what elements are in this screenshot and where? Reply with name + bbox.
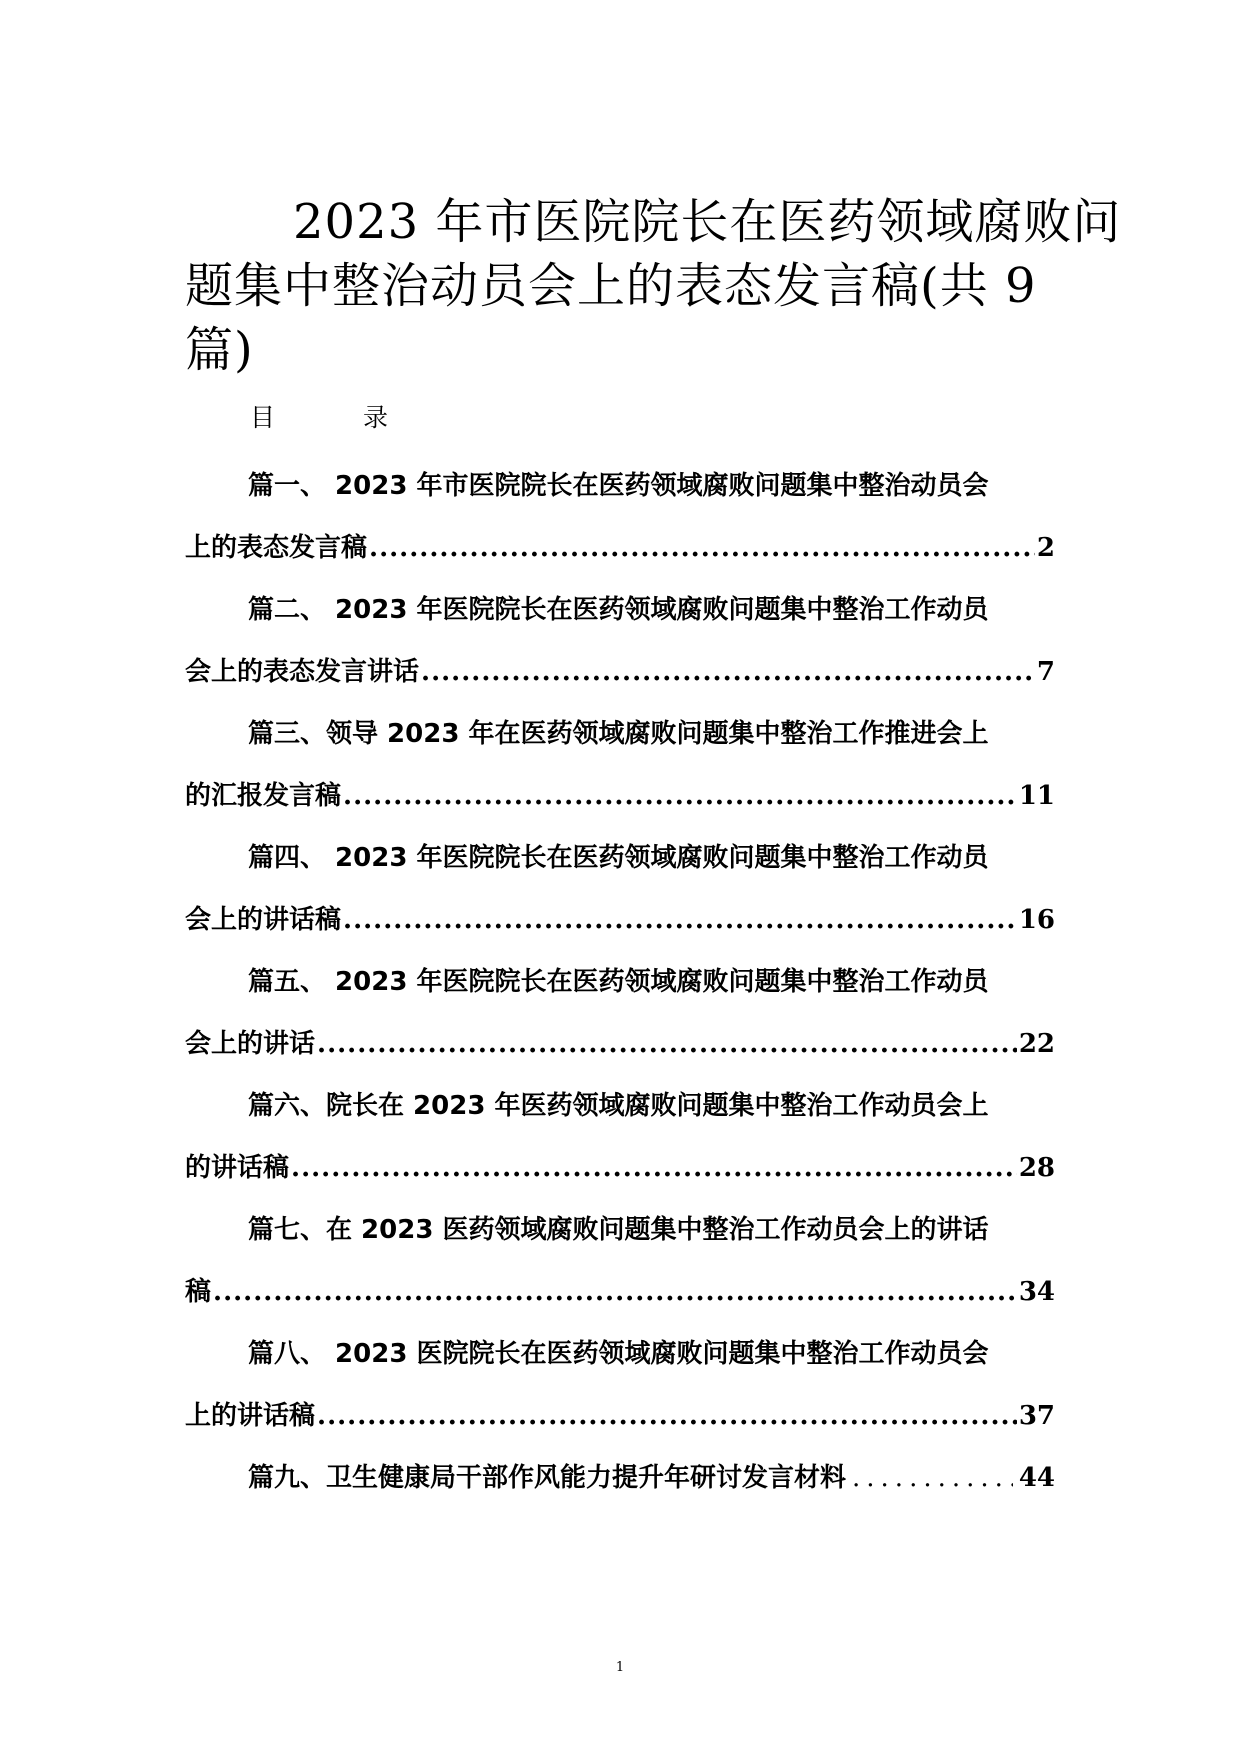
toc-page-number: 37 <box>1018 1401 1055 1431</box>
toc-entry-title-cont: 会上的讲话 <box>185 1029 316 1059</box>
toc-page-number: 11 <box>1018 781 1055 811</box>
toc-entry-title-cont: 会上的表态发言讲话 <box>185 657 420 687</box>
toc-page-number: 22 <box>1018 1029 1055 1059</box>
title-line-2: 题集中整治动员会上的表态发言稿(共 9 <box>185 258 1037 314</box>
dot-leader <box>343 889 1017 951</box>
dot-leader <box>369 517 1035 579</box>
dot-leader <box>421 641 1035 703</box>
toc-heading: 目 录 <box>250 403 428 432</box>
toc-entry-6[interactable] <box>185 1075 1055 1199</box>
toc-entry-title: 篇六、院长在 2023 年医药领域腐败问题集中整治工作动员会上 <box>248 1091 989 1121</box>
toc-page-number: 28 <box>1018 1153 1055 1183</box>
dot-leader <box>317 1385 1017 1447</box>
toc-entry-title-cont: 的汇报发言稿 <box>185 781 342 811</box>
toc-entry-3[interactable] <box>185 703 1055 827</box>
toc-page-number: 44 <box>1018 1463 1055 1493</box>
toc-entry-title: 篇八、 2023 医院院长在医药领域腐败问题集中整治工作动员会 <box>248 1339 989 1369</box>
toc-entry-title: 篇七、在 2023 医药领域腐败问题集中整治工作动员会上的讲话 <box>248 1215 989 1245</box>
toc-entry-2[interactable] <box>185 579 1055 703</box>
toc-page-number: 16 <box>1018 905 1055 935</box>
dot-leader <box>291 1137 1017 1199</box>
toc-entry-title-cont: 稿 <box>185 1277 212 1307</box>
dot-leader <box>343 765 1017 827</box>
toc-entry-title-cont: 的讲话稿 <box>185 1153 290 1183</box>
dot-leader <box>317 1013 1017 1075</box>
document-title <box>185 190 1122 382</box>
toc-page-number: 34 <box>1018 1277 1055 1307</box>
toc-entry-8[interactable] <box>185 1323 1055 1447</box>
table-of-contents <box>185 455 1055 1509</box>
toc-entry-9[interactable] <box>185 1447 1055 1509</box>
toc-entry-title: 篇九、卫生健康局干部作风能力提升年研讨发言材料 <box>248 1463 847 1493</box>
toc-entry-title: 篇五、 2023 年医院院长在医药领域腐败问题集中整治工作动员 <box>248 967 989 997</box>
toc-entry-title-cont: 上的表态发言稿 <box>185 533 368 563</box>
title-line-1: 2023 年市医院院长在医药领域腐败问 <box>293 194 1122 250</box>
toc-entry-5[interactable] <box>185 951 1055 1075</box>
toc-entry-title-cont: 会上的讲话稿 <box>185 905 342 935</box>
toc-entry-title: 篇一、 2023 年市医院院长在医药领域腐败问题集中整治动员会 <box>248 471 989 501</box>
title-line-3: 篇) <box>185 322 254 378</box>
page-number: 1 <box>615 1660 625 1675</box>
toc-entry-4[interactable] <box>185 827 1055 951</box>
toc-entry-7[interactable] <box>185 1199 1055 1323</box>
toc-entry-title: 篇四、 2023 年医院院长在医药领域腐败问题集中整治工作动员 <box>248 843 989 873</box>
toc-entry-1[interactable] <box>185 455 1055 579</box>
toc-entry-title: 篇二、 2023 年医院院长在医药领域腐败问题集中整治工作动员 <box>248 595 989 625</box>
dot-leader <box>852 1447 1013 1509</box>
toc-entry-title-cont: 上的讲话稿 <box>185 1401 316 1431</box>
toc-entry-title: 篇三、领导 2023 年在医药领域腐败问题集中整治工作推进会上 <box>248 719 989 749</box>
dot-leader <box>213 1261 1017 1323</box>
toc-page-number: 7 <box>1036 657 1055 687</box>
toc-page-number: 2 <box>1036 533 1055 563</box>
